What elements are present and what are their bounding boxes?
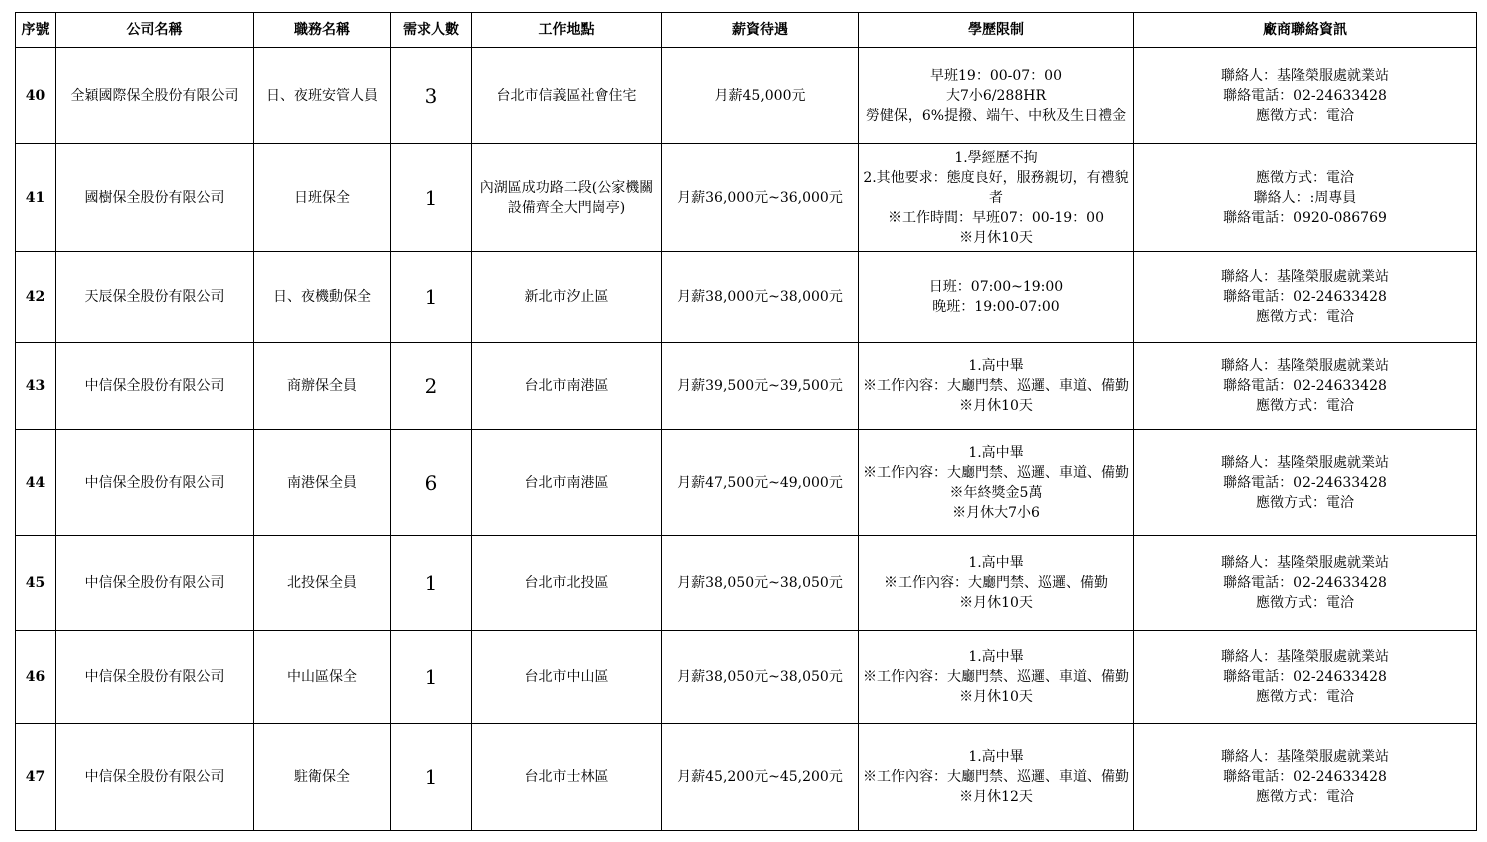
row-education xyxy=(859,430,1134,536)
education-line: 1.高中畢 xyxy=(968,649,1024,665)
row-company: 中信保全股份有限公司 xyxy=(56,536,254,631)
row-job-title: 日、夜機動保全 xyxy=(254,252,391,343)
row-education xyxy=(859,343,1134,430)
row-seq: 47 xyxy=(16,724,56,831)
education-line: 早班19：00-07：00 xyxy=(930,67,1062,84)
row-contact xyxy=(1134,536,1477,631)
education-line: ※工作內容：大廳門禁、巡邏、車道、備勤 xyxy=(863,769,1129,785)
row-seq: 46 xyxy=(16,631,56,724)
row-education xyxy=(859,536,1134,631)
education-line: ※月休10天 xyxy=(959,689,1033,705)
row-education xyxy=(859,252,1134,343)
row-headcount: 6 xyxy=(391,430,472,536)
row-salary: 月薪47,500元~49,000元 xyxy=(662,430,859,536)
row-headcount: 3 xyxy=(391,48,472,144)
row-location: 台北市信義區社會住宅 xyxy=(472,48,662,144)
contact-line: 聯絡電話：02-24633428 xyxy=(1223,669,1387,685)
contact-line: 聯絡人：基隆榮服處就業站 xyxy=(1221,454,1389,471)
row-contact xyxy=(1134,144,1477,252)
row-location: 台北市北投區 xyxy=(472,536,662,631)
row-company: 全穎國際保全股份有限公司 xyxy=(56,48,254,144)
education-line: ※月休12天 xyxy=(959,789,1033,805)
row-salary: 月薪45,000元 xyxy=(662,48,859,144)
row-contact xyxy=(1134,343,1477,430)
contact-line: 聯絡電話：02-24633428 xyxy=(1223,289,1387,305)
contact-line: 應徵方式：電洽 xyxy=(1256,689,1354,705)
header-contact: 廠商聯絡資訊 xyxy=(1134,13,1477,48)
row-contact xyxy=(1134,724,1477,831)
row-location: 台北市中山區 xyxy=(472,631,662,724)
table-header-row xyxy=(16,13,1477,48)
row-company: 中信保全股份有限公司 xyxy=(56,724,254,831)
education-line: ※工作內容：大廳門禁、巡邏、車道、備勤 xyxy=(863,464,1129,481)
job-listing-table xyxy=(15,12,1477,831)
row-salary: 月薪38,050元~38,050元 xyxy=(662,536,859,631)
education-line: ※工作內容：大廳門禁、巡邏、車道、備勤 xyxy=(863,669,1129,685)
row-salary: 月薪45,200元~45,200元 xyxy=(662,724,859,831)
contact-line: 聯絡人：基隆榮服處就業站 xyxy=(1221,555,1389,571)
contact-line: 聯絡電話：02-24633428 xyxy=(1223,474,1387,491)
row-salary: 月薪36,000元~36,000元 xyxy=(662,144,859,252)
table-row xyxy=(16,536,1477,631)
row-job-title: 商辦保全員 xyxy=(254,343,391,430)
contact-line: 應徵方式：電洽 xyxy=(1256,595,1354,611)
row-location: 台北市南港區 xyxy=(472,430,662,536)
row-education xyxy=(859,724,1134,831)
row-headcount: 1 xyxy=(391,252,472,343)
row-job-title: 北投保全員 xyxy=(254,536,391,631)
contact-line: 聯絡人：基隆榮服處就業站 xyxy=(1221,358,1389,374)
education-line: 日班：07:00~19:00 xyxy=(928,279,1064,295)
table-row xyxy=(16,631,1477,724)
education-line: ※月休10天 xyxy=(959,229,1033,246)
education-line: 1.高中畢 xyxy=(968,555,1024,571)
header-headcount: 需求人數 xyxy=(391,13,472,48)
row-company: 中信保全股份有限公司 xyxy=(56,430,254,536)
row-job-title: 日、夜班安管人員 xyxy=(254,48,391,144)
contact-line: 應徵方式：電洽 xyxy=(1256,107,1354,124)
row-job-title: 中山區保全 xyxy=(254,631,391,724)
contact-line: 應徵方式：電洽 xyxy=(1256,398,1354,414)
row-headcount: 1 xyxy=(391,144,472,252)
row-education xyxy=(859,48,1134,144)
row-contact xyxy=(1134,430,1477,536)
row-education xyxy=(859,631,1134,724)
row-seq: 44 xyxy=(16,430,56,536)
row-contact xyxy=(1134,252,1477,343)
education-line: 晚班：19:00-07:00 xyxy=(932,299,1060,315)
education-line: ※工作內容：大廳門禁、巡邏、備勤 xyxy=(884,575,1108,591)
row-headcount: 1 xyxy=(391,631,472,724)
contact-line: 聯絡人：基隆榮服處就業站 xyxy=(1221,67,1389,84)
row-location: 台北市南港區 xyxy=(472,343,662,430)
row-education xyxy=(859,144,1134,252)
row-headcount: 1 xyxy=(391,724,472,831)
row-headcount: 2 xyxy=(391,343,472,430)
education-line: ※年終獎金5萬 xyxy=(949,484,1043,501)
row-headcount: 1 xyxy=(391,536,472,631)
row-job-title: 日班保全 xyxy=(254,144,391,252)
row-seq: 42 xyxy=(16,252,56,343)
row-seq: 43 xyxy=(16,343,56,430)
header-location: 工作地點 xyxy=(472,13,662,48)
contact-line: 應徵方式：電洽 xyxy=(1256,494,1354,511)
contact-line: 應徵方式：電洽 xyxy=(1256,309,1354,325)
education-line: 1.高中畢 xyxy=(968,444,1024,461)
row-seq: 41 xyxy=(16,144,56,252)
table-row xyxy=(16,343,1477,430)
contact-line: 聯絡人：基隆榮服處就業站 xyxy=(1221,269,1389,285)
table-row xyxy=(16,252,1477,343)
header-company: 公司名稱 xyxy=(56,13,254,48)
education-line: 大7小6/288HR xyxy=(945,87,1046,104)
table-row xyxy=(16,144,1477,252)
contact-line: 應徵方式：電洽 xyxy=(1256,169,1354,186)
row-salary: 月薪39,500元~39,500元 xyxy=(662,343,859,430)
contact-line: 聯絡電話：02-24633428 xyxy=(1223,575,1387,591)
row-company: 中信保全股份有限公司 xyxy=(56,343,254,430)
row-job-title: 駐衛保全 xyxy=(254,724,391,831)
education-line: 勞健保，6%提撥、端午、中秋及生日禮金 xyxy=(865,107,1127,124)
row-seq: 40 xyxy=(16,48,56,144)
contact-line: 應徵方式：電洽 xyxy=(1256,789,1354,805)
header-salary: 薪資待遇 xyxy=(662,13,859,48)
row-location: 內湖區成功路二段(公家機關設備齊全大門崗亭) xyxy=(472,144,662,252)
education-line: 1.高中畢 xyxy=(968,358,1024,374)
contact-line: 聯絡人：基隆榮服處就業站 xyxy=(1221,749,1389,765)
table-row xyxy=(16,430,1477,536)
contact-line: 聯絡電話：0920-086769 xyxy=(1223,209,1387,226)
header-education: 學歷限制 xyxy=(859,13,1134,48)
table-row xyxy=(16,724,1477,831)
row-company: 中信保全股份有限公司 xyxy=(56,631,254,724)
row-job-title: 南港保全員 xyxy=(254,430,391,536)
education-line: 1.高中畢 xyxy=(968,749,1024,765)
education-line: 2.其他要求：態度良好，服務親切，有禮貌者 xyxy=(863,169,1129,206)
contact-line: 聯絡電話：02-24633428 xyxy=(1223,87,1387,104)
contact-line: 聯絡人：基隆榮服處就業站 xyxy=(1221,649,1389,665)
education-line: ※月休大7小6 xyxy=(952,504,1040,521)
education-line: ※工作時間：早班07：00-19：00 xyxy=(888,209,1104,226)
contact-line: 聯絡電話：02-24633428 xyxy=(1223,378,1387,394)
header-seq: 序號 xyxy=(16,13,56,48)
contact-line: 聯絡人：:周專員 xyxy=(1253,189,1357,206)
contact-line: 聯絡電話：02-24633428 xyxy=(1223,769,1387,785)
row-contact xyxy=(1134,48,1477,144)
row-company: 國樹保全股份有限公司 xyxy=(56,144,254,252)
row-company: 天辰保全股份有限公司 xyxy=(56,252,254,343)
row-location: 台北市士林區 xyxy=(472,724,662,831)
row-contact xyxy=(1134,631,1477,724)
row-salary: 月薪38,000元~38,000元 xyxy=(662,252,859,343)
row-seq: 45 xyxy=(16,536,56,631)
education-line: ※工作內容：大廳門禁、巡邏、車道、備勤 xyxy=(863,378,1129,394)
education-line: ※月休10天 xyxy=(959,398,1033,414)
education-line: ※月休10天 xyxy=(959,595,1033,611)
header-job-title: 職務名稱 xyxy=(254,13,391,48)
table-row xyxy=(16,48,1477,144)
row-salary: 月薪38,050元~38,050元 xyxy=(662,631,859,724)
row-location: 新北市汐止區 xyxy=(472,252,662,343)
education-line: 1.學經歷不拘 xyxy=(954,149,1038,166)
